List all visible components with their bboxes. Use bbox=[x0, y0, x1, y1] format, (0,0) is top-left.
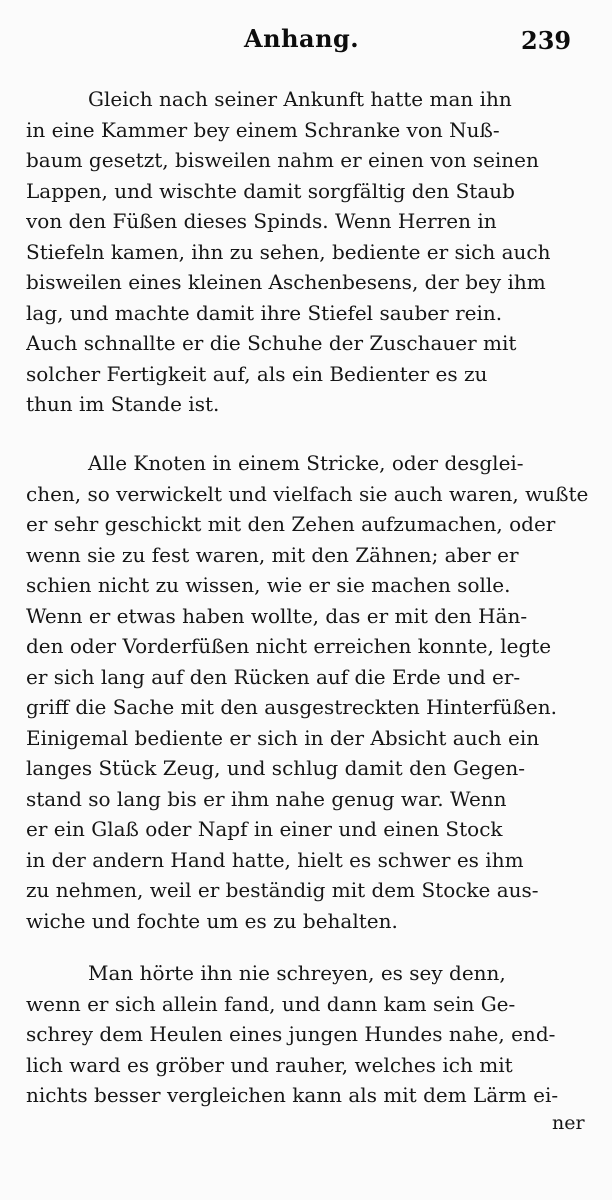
catchword: ner bbox=[552, 1112, 585, 1134]
text-line: zu nehmen, weil er beständig mit dem Stocke aus- bbox=[26, 878, 539, 902]
text-line: lich ward es gröber und rauher, welches ich mit bbox=[26, 1052, 513, 1077]
text-line: Gleich nach seiner Ankunft hatte man ihn bbox=[88, 87, 512, 111]
text-line: schrey dem Heulen eines jungen Hundes nahe, end- bbox=[26, 1022, 556, 1046]
text-line: chen, so verwickelt und vielfach sie auch waren, wußte bbox=[26, 481, 589, 506]
text-line: bisweilen eines kleinen Aschenbesens, der bey ihm bbox=[26, 270, 546, 294]
text-line: er sich lang auf den Rücken auf die Erde und er- bbox=[26, 664, 521, 689]
text-line: griff die Sache mit den ausgestreckten Hinterfüßen. bbox=[26, 695, 557, 719]
page-number: 239 bbox=[521, 26, 572, 55]
text-line: solcher Fertigkeit auf, als ein Bedienter es zu bbox=[26, 361, 488, 386]
text-line: schien nicht zu wissen, wie er sie machen solle. bbox=[26, 573, 511, 597]
text-line: lag, und machte damit ihre Stiefel sauber rein. bbox=[26, 300, 503, 325]
text-line: in der andern Hand hatte, hielt es schwer es ihm bbox=[26, 847, 524, 872]
text-line: Alle Knoten in einem Stricke, oder desglei- bbox=[88, 451, 524, 475]
running-head: Anhang. bbox=[244, 24, 360, 53]
text-line: er sehr geschickt mit den Zehen aufzumachen, oder bbox=[26, 512, 556, 536]
text-line: thun im Stande ist. bbox=[26, 392, 220, 416]
text-line: Wenn er etwas haben wollte, das er mit den Hän- bbox=[26, 603, 528, 628]
text-line: in eine Kammer bey einem Schranke von Nuß- bbox=[26, 117, 500, 142]
text-line: baum gesetzt, bisweilen nahm er einen von seinen bbox=[26, 148, 539, 172]
paragraph-2 bbox=[26, 448, 594, 936]
text-line: er ein Glaß oder Napf in einer und einen Stock bbox=[26, 817, 503, 841]
text-line: nichts besser vergleichen kann als mit dem Lärm ei- bbox=[26, 1083, 559, 1107]
text-line: Man hörte ihn nie schreyen, es sey denn, bbox=[88, 961, 506, 985]
text-line: Stiefeln kamen, ihn zu sehen, bediente er sich auch bbox=[26, 239, 551, 264]
text-line: Auch schnallte er die Schuhe der Zuschauer mit bbox=[26, 331, 517, 355]
text-line: langes Stück Zeug, und schlug damit den Gegen- bbox=[26, 756, 526, 780]
text-line: Lappen, und wischte damit sorgfältig den Staub bbox=[26, 178, 515, 203]
text-line: Einigemal bediente er sich in der Absicht auch ein bbox=[26, 725, 540, 750]
text-line: den oder Vorderfüßen nicht erreichen konnte, legte bbox=[26, 634, 552, 658]
text-line: von den Füßen dieses Spinds. Wenn Herren in bbox=[26, 209, 497, 233]
text-line: wiche und fochte um es zu behalten. bbox=[26, 908, 398, 933]
text-line: stand so lang bis er ihm nahe genug war. Wenn bbox=[26, 786, 507, 811]
paragraph-3 bbox=[26, 958, 594, 1111]
text-line: wenn sie zu fest waren, mit den Zähnen; aber er bbox=[26, 542, 519, 567]
text-line: wenn er sich allein fand, und dann kam sein Ge- bbox=[26, 991, 516, 1016]
paragraph-1 bbox=[26, 84, 594, 420]
